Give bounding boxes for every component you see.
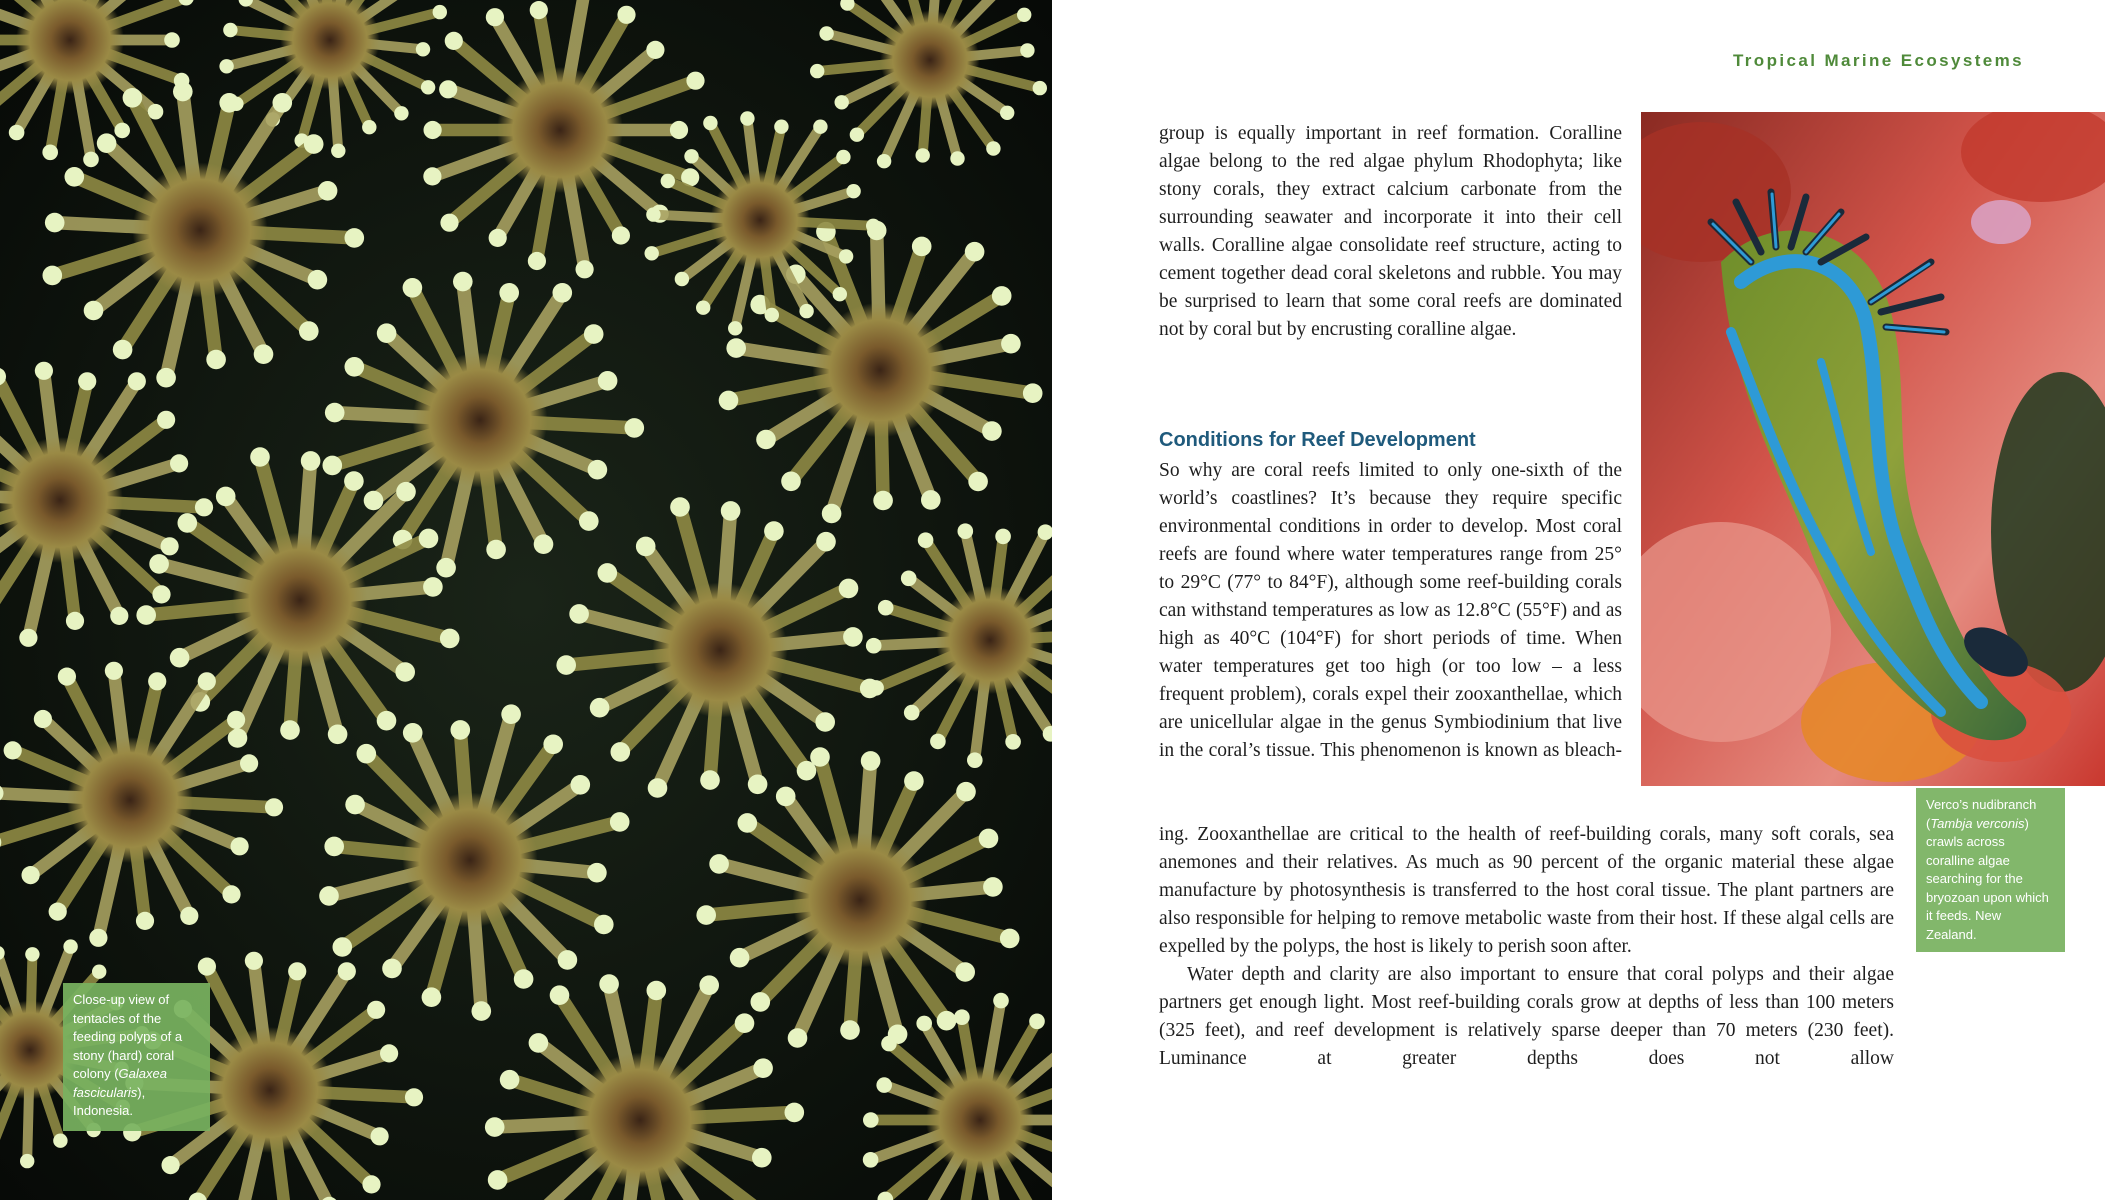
coral-photo-caption: Close-up view of tentacles of the feeding polyps of a stony (hard) coral colony (Galaxea fascicularis), Indonesia. [63,983,210,1131]
nudibranch-photo-caption: Verco’s nudibranch (Tambja verconis) crawls across coralline algae searching for the bryozoan upon which it feeds. New Zealand. [1916,788,2065,952]
running-head: Tropical Marine Ecosystems [1732,51,2024,70]
paragraph: Water depth and clarity are also important to ensure that coral polyps and their algae partners get enough light. Most reef-building corals grow at depths of less than 100 meters (325 feet), and reef development is relatively sparse deeper than 70 meters (230 feet). Luminance at greater depths does not allow [1159,964,1894,1069]
paragraph: So why are coral reefs limited to only one-sixth of the world’s coastlines? It’s because they require specific environmental conditions in order to develop. Most coral reefs are found where water temperatures range from 25° to 29°C (77° to 84°F), although some reef-building corals can withstand temperatures as low as 12.8°C (55°F) and as high as 40°C (104°F) for short periods of time. When water temperatures get too high (or too low – a less frequent problem), corals expel their zooxanthellae, which are unicellular algae in the genus Symbiodinium that live in the coral’s tissue. This phenomenon is known as bleach- [1159,460,1622,761]
body-text-top [1159,120,1622,344]
body-text-wide [1159,821,1894,1073]
body-text-column [1159,457,1622,765]
paragraph: group is equally important in reef formation. Coralline algae belong to the red algae phylum Rhodophyta; like stony corals, they extract calcium carbonate from the surrounding seawater and incorporate it into their cell walls. Coralline algae consolidate reef structure, acting to cement together dead coral skeletons and rubble. You may be surprised to learn that some coral reefs are dominated not by coral but by encrusting coralline algae. [1159,123,1622,340]
section-heading: Conditions for Reef Development [1159,429,1476,451]
paragraph: ing. Zooxanthellae are critical to the health of reef-building corals, many soft corals, sea anemones and their relatives. As much as 90 percent of the organic material these algae manufacture by photosynthesis is transferred to the host coral tissue. The plant partners are also responsible for helping to remove metabolic waste from their host. If these algal cells are expelled by the polyps, the host is likely to perish soon after. [1159,824,1894,957]
nudibranch-photo [1641,112,2105,786]
